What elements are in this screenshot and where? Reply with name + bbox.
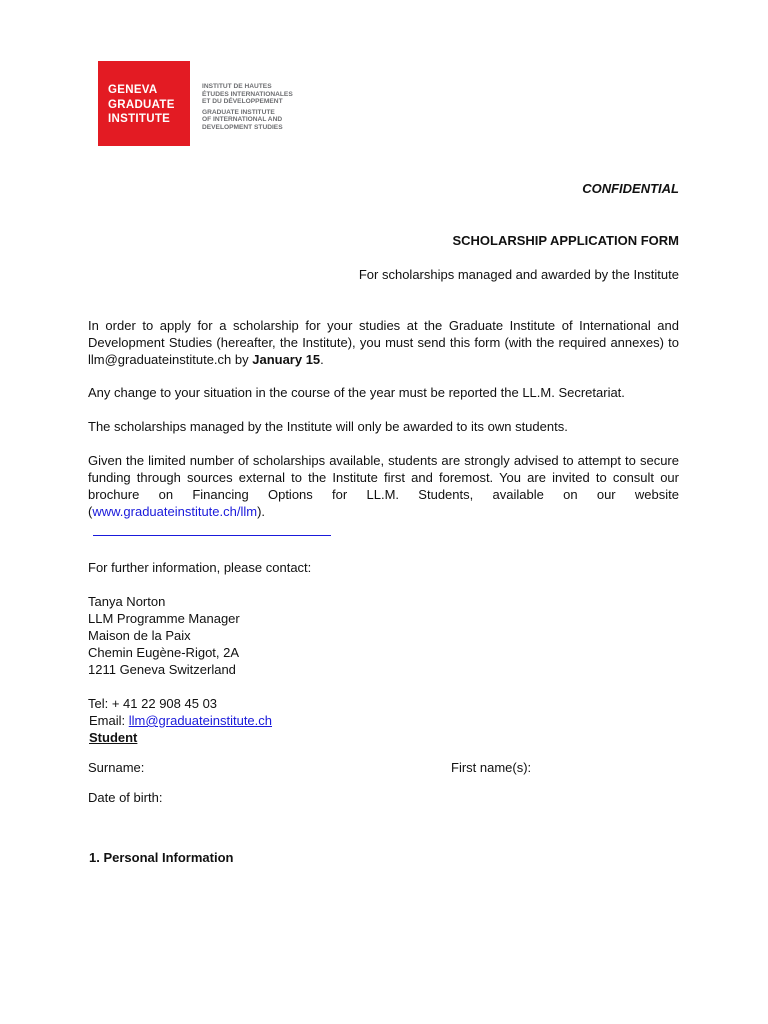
section-heading-personal-info: 1. Personal Information [89,850,234,865]
dob-field-label: Date of birth: [88,790,163,805]
logo-en-2: OF INTERNATIONAL AND [202,116,283,124]
email-label: Email: [89,713,129,728]
firstname-field-label: First name(s): [451,760,532,775]
logo-fr-1: INSTITUT DE HAUTES [202,83,272,90]
logo-fr-3: ET DU DÉVELOPPEMENT [202,98,283,106]
student-heading: Student [89,730,138,745]
website-link[interactable]: www.graduateinstitute.ch/llm [92,504,258,519]
logo-en-1: GRADUATE INSTITUTE [202,108,275,116]
form-subtitle: For scholarships managed and awarded by the Institute [358,267,679,282]
logo-line-3: INSTITUTE [108,113,171,125]
confidential-label: CONFIDENTIAL [582,181,679,196]
contact-phone: Tel: + 41 22 908 45 03 [88,696,218,711]
contact-role: LLM Programme Manager [88,611,240,626]
contact-name: Tanya Norton [88,594,166,609]
logo-wordmark [202,83,312,132]
logo-en-3: DEVELOPMENT STUDIES [202,123,283,131]
contact-email-line [89,712,272,729]
form-title: SCHOLARSHIP APPLICATION FORM [452,233,679,248]
change-notice-paragraph: Any change to your situation in the course of the year must be reported the LL.M. Secretariat. [88,385,625,400]
intro-paragraph [88,317,679,368]
logo-line-1: GENEVA [108,84,158,96]
funding-end: ). [257,504,266,519]
intro-end: . [320,352,324,367]
contact-address [88,593,240,678]
deadline-date: January 15 [252,352,321,367]
contact-city: 1211 Geneva Switzerland [88,662,236,677]
logo-line-2: GRADUATE [108,98,175,111]
contact-intro: For further information, please contact: [88,560,312,575]
link-underline-rule [93,535,331,536]
institute-logo [98,61,190,146]
intro-text: In order to apply for a scholarship for your studies at the Graduate Institute of International and Development Studies (hereafter, the Institute), you must send this form (with the required annexes) to llm@graduateinstitute.ch by [88,318,679,367]
funding-text: Given the limited number of scholarships available, students are strongly advised to attempt to secure funding through sources external to the Institute first and foremost. You are invited to consult our brochure on Financing Options for LL.M. Students, available on our website ( [88,453,679,519]
email-link[interactable]: llm@graduateinstitute.ch [128,713,273,728]
funding-paragraph [88,452,679,520]
logo-fr-2: ÉTUDES INTERNATIONALES [202,90,293,98]
contact-street: Chemin Eugène-Rigot, 2A [88,645,240,660]
contact-building: Maison de la Paix [88,628,191,643]
surname-field-label: Surname: [88,760,145,775]
eligibility-paragraph: The scholarships managed by the Institute will only be awarded to its own students. [88,419,568,434]
